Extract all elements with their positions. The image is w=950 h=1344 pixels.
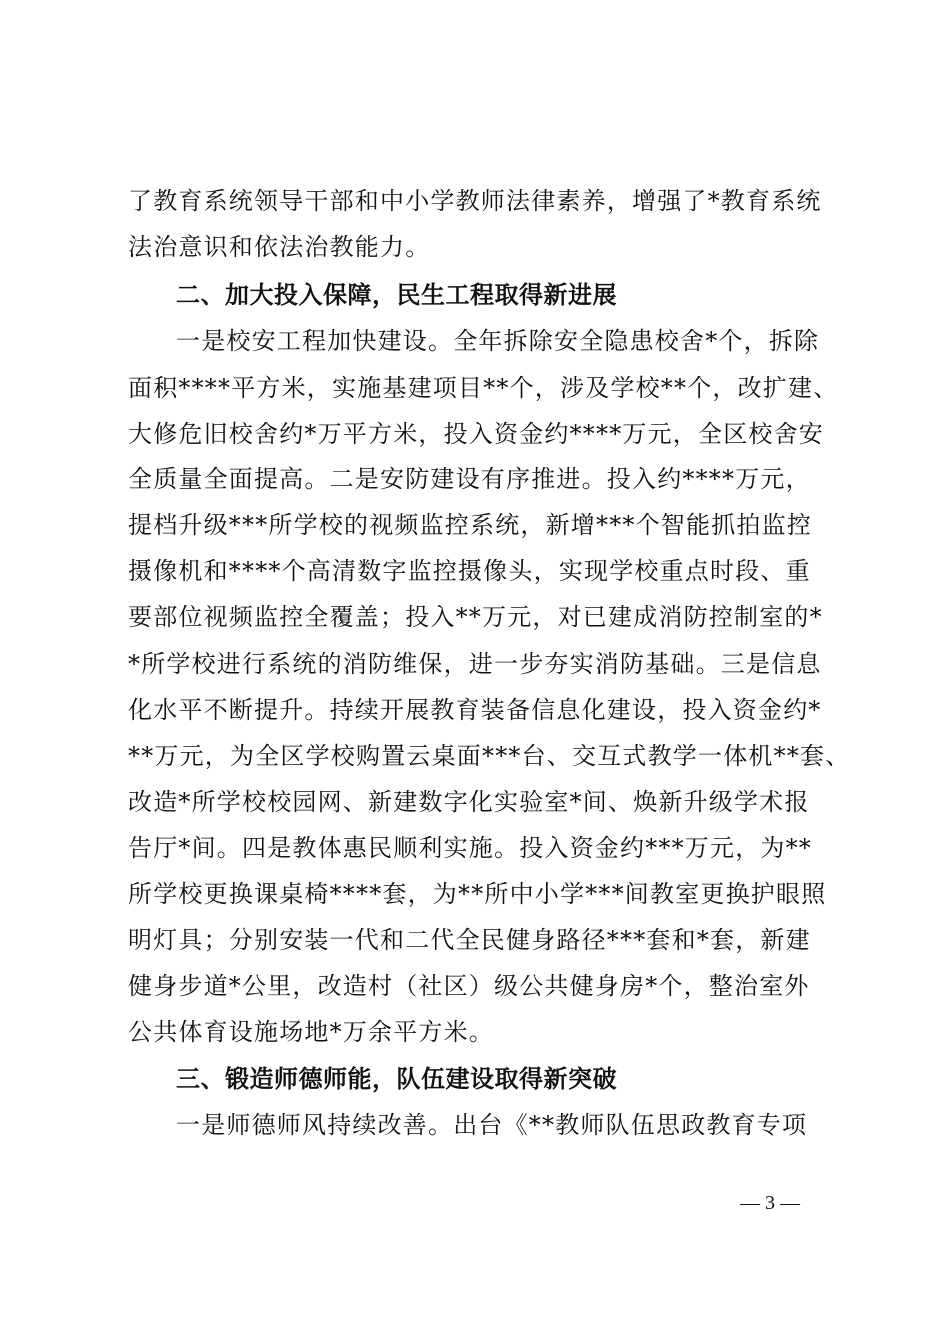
paragraph-first-line: 一是师德师风持续改善。出台《**教师队伍思政教育专项 — [176, 1111, 808, 1139]
body-text-line: 告厅*间。四是教体惠民顺利实施。投入资金约***万元，为** — [128, 834, 812, 862]
page-number: — 3 — — [740, 1192, 800, 1214]
body-text-line: 全质量全面提高。二是安防建设有序推进。投入约****万元， — [128, 465, 811, 493]
body-text-line: 所学校更换课桌椅****套，为**所中小学***间教室更换护眼照 — [128, 880, 827, 908]
body-text-line: 大修危旧校舍约*万平方米，投入资金约****万元，全区校舍安 — [128, 420, 824, 448]
body-text-line: 改造*所学校校园网、新建数字化实验室*间、焕新升级学术报 — [128, 788, 810, 816]
body-text-line: 面积****平方米，实施基建项目**个，涉及学校**个，改扩建、 — [128, 374, 839, 402]
body-text-line: 摄像机和****个高清数字监控摄像头，实现学校重点时段、重 — [128, 557, 811, 585]
paragraph-first-line: 一是校安工程加快建设。全年拆除安全隐患校舍*个，拆除 — [176, 327, 820, 355]
body-text-line: 化水平不断提升。持续开展教育装备信息化建设，投入资金约* — [128, 696, 822, 724]
body-text-line: 要部位视频监控全覆盖；投入**万元，对已建成消防控制室的* — [128, 603, 823, 631]
body-text-line: 提档升级***所学校的视频监控系统，新增***个智能抓拍监控 — [128, 511, 812, 539]
body-text-line: 法治意识和依法治教能力。 — [128, 233, 431, 261]
body-text-line: **万元，为全区学校购置云桌面***台、交互式教学一体机**套、 — [128, 742, 851, 770]
body-text-line: *所学校进行系统的消防维保，进一步夯实消防基础。三是信息 — [128, 650, 822, 678]
section-heading: 三、锻造师德师能，队伍建设取得新突破 — [176, 1065, 617, 1093]
body-text-line: 公共体育设施场地*万余平方米。 — [128, 1018, 494, 1046]
body-text-line: 了教育系统领导干部和中小学教师法律素养，增强了*教育系统 — [128, 187, 822, 215]
body-text-line: 健身步道*公里，改造村（社区）级公共健身房*个，整治室外 — [128, 972, 810, 1000]
section-heading: 二、加大投入保障，民生工程取得新进展 — [176, 281, 617, 309]
body-text-line: 明灯具；分别安装一代和二代全民健身路径***套和*套，新建 — [128, 926, 811, 954]
